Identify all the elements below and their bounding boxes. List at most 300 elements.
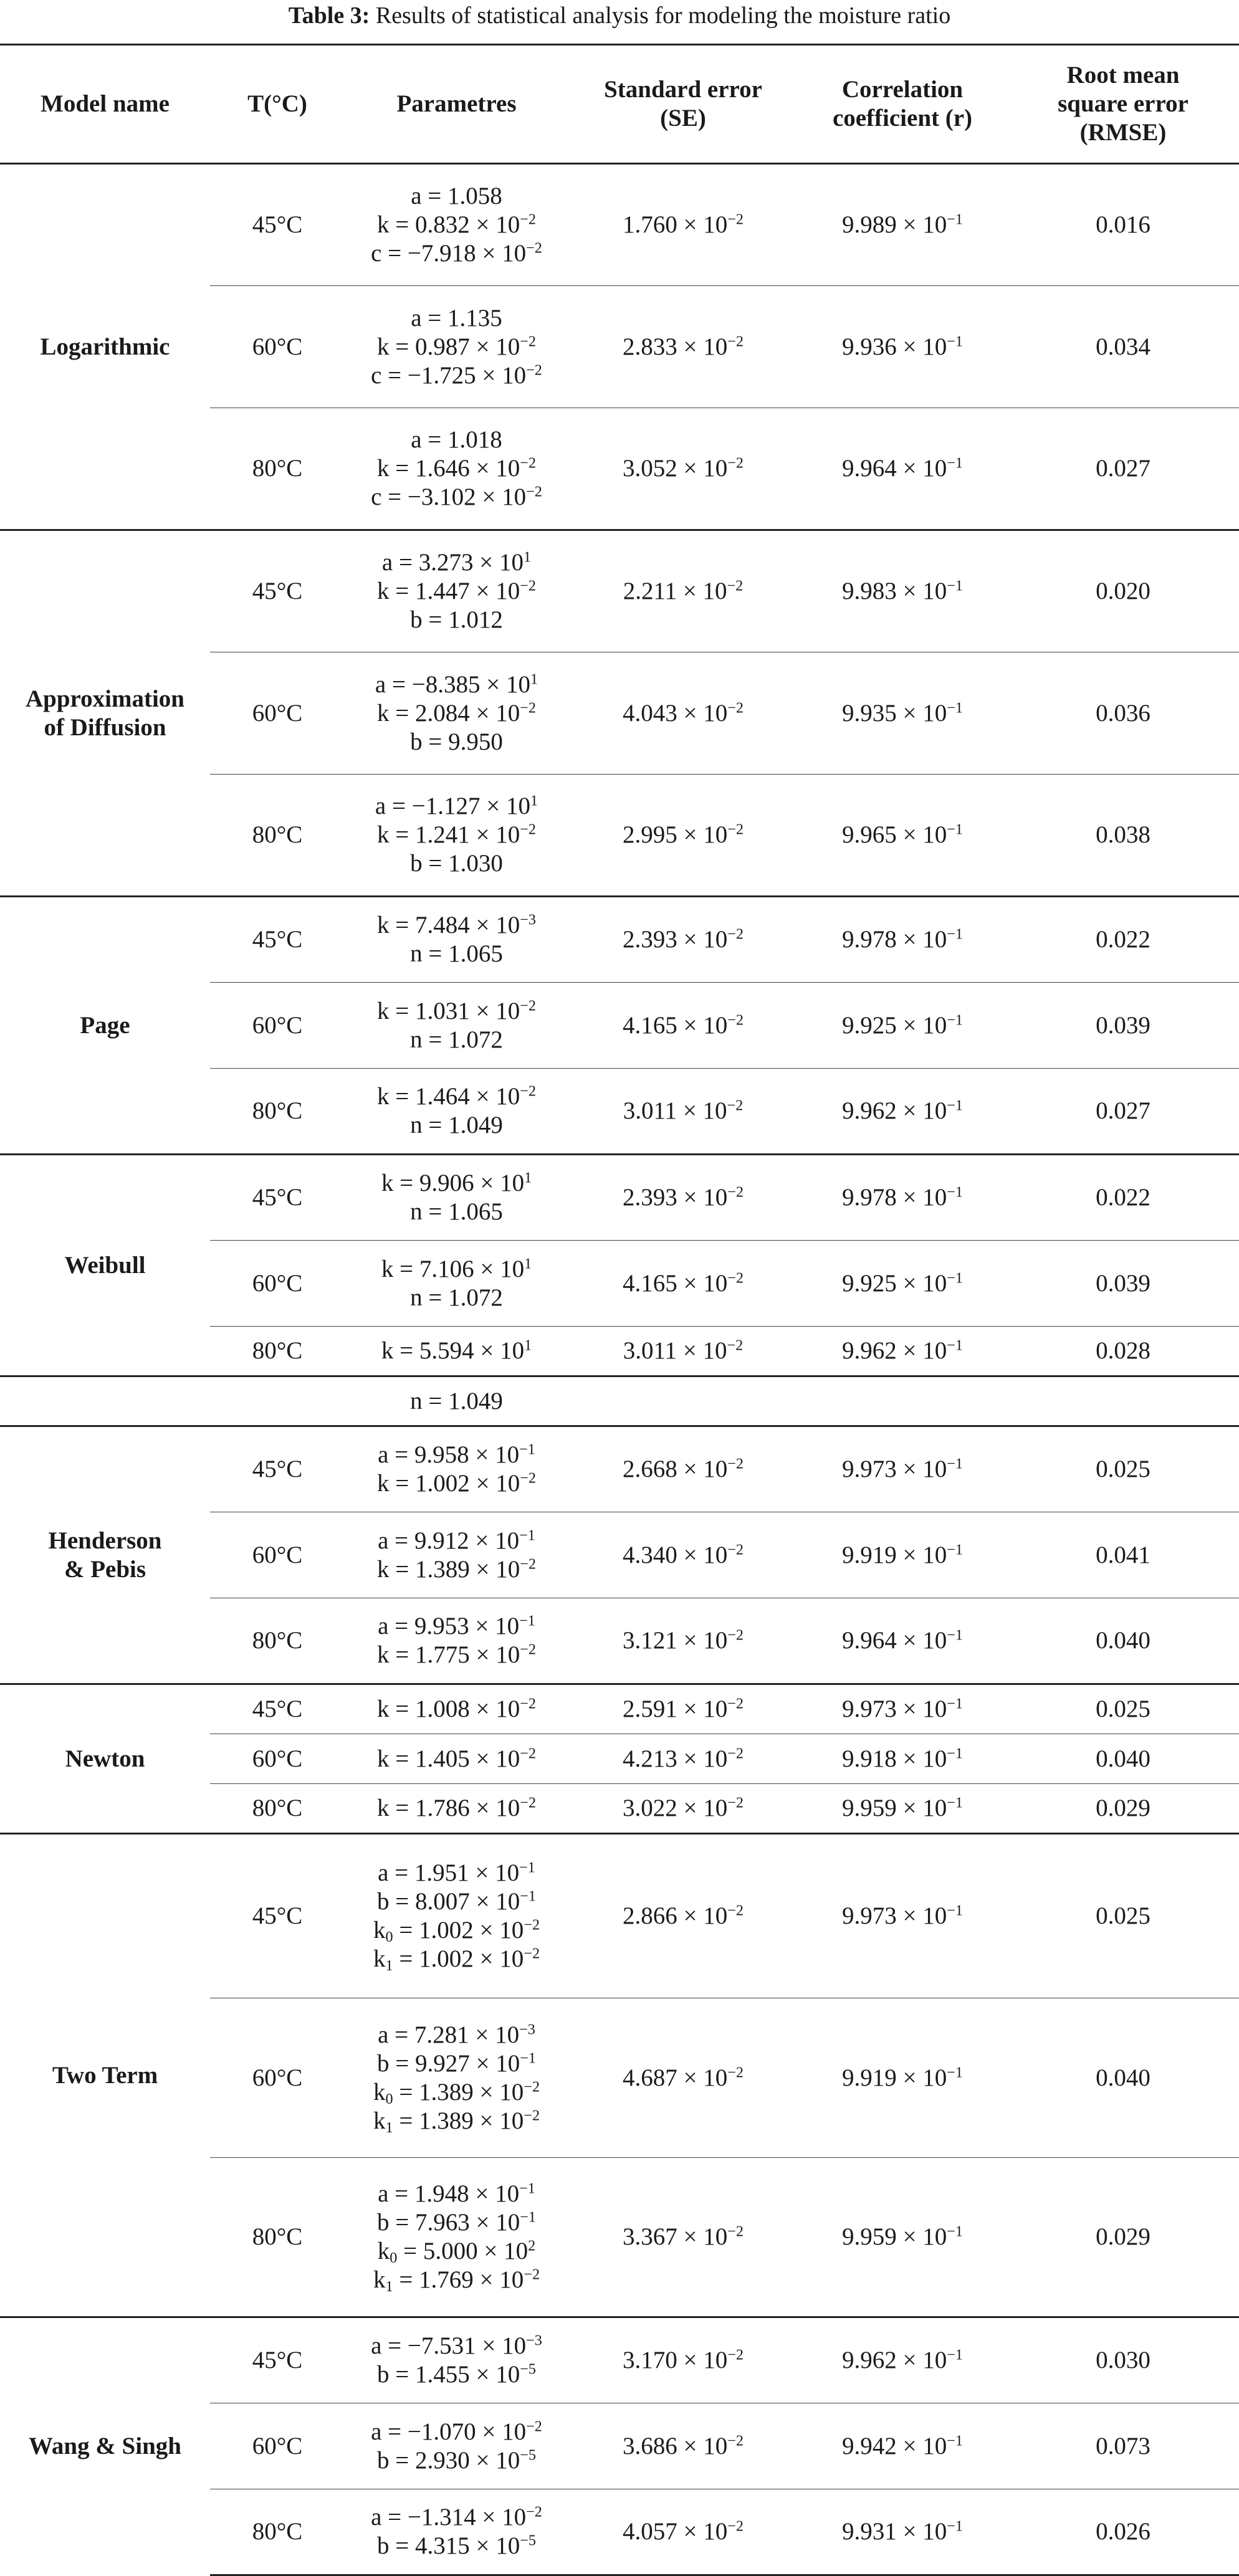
standard-error-cell	[568, 1426, 798, 1512]
parameters-cell	[345, 983, 568, 1069]
superscript: −2	[727, 1183, 744, 1201]
model-name-cell	[0, 1426, 210, 1684]
text-segment: a = 1.951 × 10	[378, 1859, 520, 1886]
table-row	[0, 164, 1239, 286]
correlation-cell	[798, 530, 1007, 652]
superscript: −2	[520, 454, 536, 472]
text-segment: 9.936 × 10	[842, 333, 947, 360]
model-name-cell	[0, 164, 210, 530]
superscript: −2	[520, 997, 536, 1014]
parameter-line	[351, 1469, 562, 1498]
text-segment: k = 5.594 × 10	[381, 1337, 525, 1364]
model-name-cell	[0, 530, 210, 897]
superscript: −1	[947, 699, 963, 717]
rmse-value: 0.027	[1096, 1097, 1150, 1124]
parameter-line	[351, 1169, 562, 1198]
standard-error-cell	[568, 2403, 798, 2489]
superscript: 1	[523, 548, 532, 566]
rmse-value: 0.022	[1096, 1184, 1150, 1211]
parameters-cell	[345, 530, 568, 652]
parameter-line	[351, 1555, 562, 1584]
superscript: −1	[947, 454, 963, 472]
rmse-cell	[1007, 1327, 1239, 1376]
text-segment: 2.995 × 10	[623, 821, 728, 848]
temperature-value: 80°C	[252, 455, 303, 482]
superscript: −5	[520, 2532, 536, 2549]
text-segment: 3.686 × 10	[623, 2432, 728, 2459]
text-segment: 3.011 × 10	[623, 1337, 727, 1364]
text-segment: 9.978 × 10	[842, 926, 947, 953]
subscript: 0	[385, 1929, 393, 1946]
text-segment: k = 1.464 × 10	[377, 1083, 520, 1110]
header-parametres: Parametres	[345, 45, 568, 164]
results-table	[0, 44, 1239, 2576]
parameter-line	[351, 1794, 562, 1823]
text-segment: a = −1.070 × 10	[371, 2418, 527, 2445]
model-name-line: Wang & Singh	[29, 2433, 181, 2460]
parameter-line	[351, 1695, 562, 1724]
rmse-cell	[1007, 1069, 1239, 1155]
rmse-value: 0.040	[1096, 1745, 1150, 1772]
standard-error-cell	[568, 1069, 798, 1155]
text-segment: a = 3.273 × 10	[381, 549, 524, 576]
rmse-value: 0.029	[1096, 1795, 1150, 1821]
superscript: −2	[520, 1082, 536, 1100]
standard-error-cell	[568, 652, 798, 775]
parameters-cell	[345, 164, 568, 286]
parameters-cell	[345, 652, 568, 775]
temperature-value: 45°C	[252, 926, 303, 953]
text-segment: 9.918 × 10	[842, 1745, 947, 1772]
parameter-line	[351, 940, 562, 968]
temperature-value: 60°C	[252, 1541, 303, 1568]
header-standard-error: Standard error (SE)	[568, 45, 798, 164]
superscript: −2	[526, 2503, 542, 2521]
text-segment: 9.978 × 10	[842, 1184, 947, 1211]
text-segment: a = 9.958 × 10	[378, 1441, 520, 1468]
parameter-line	[351, 1337, 562, 1365]
parameter-line	[351, 577, 562, 606]
parameter-line	[351, 2332, 562, 2360]
superscript: −2	[727, 1337, 744, 1354]
temperature-cell	[210, 164, 345, 286]
parameter-line	[351, 606, 562, 634]
standard-error-cell	[568, 1241, 798, 1327]
superscript: −2	[727, 925, 744, 943]
standard-error-cell	[568, 1155, 798, 1241]
text-segment: 2.833 × 10	[623, 333, 728, 360]
temperature-cell	[210, 286, 345, 408]
superscript: −1	[947, 577, 963, 594]
text-segment: a = −1.127 × 10	[375, 793, 530, 819]
text-segment: k = 1.646 × 10	[377, 455, 520, 482]
parameter-line	[351, 1527, 562, 1555]
superscript: −2	[520, 699, 536, 717]
text-segment: = 1.389 × 10	[393, 2107, 524, 2134]
parameter-line	[351, 548, 562, 577]
text-segment: 4.340 × 10	[623, 1541, 728, 1568]
parameters-cell	[345, 1327, 568, 1376]
text-segment: 9.983 × 10	[842, 578, 947, 604]
text-segment: b = 2.930 × 10	[377, 2446, 520, 2474]
temperature-value: 80°C	[252, 1627, 303, 1654]
rmse-cell	[1007, 1734, 1239, 1784]
superscript: −2	[727, 333, 744, 350]
superscript: −1	[947, 1183, 963, 1201]
parameters-cell	[345, 1512, 568, 1598]
correlation-cell	[798, 1376, 1007, 1426]
rmse-cell	[1007, 983, 1239, 1069]
superscript: −2	[524, 1945, 540, 1962]
rmse-value: 0.020	[1096, 578, 1150, 604]
rmse-cell	[1007, 1155, 1239, 1241]
table-caption	[0, 0, 1239, 44]
text-segment: k = 1.002 × 10	[377, 1470, 520, 1497]
text-segment: k	[373, 2107, 386, 2134]
rmse-value: 0.029	[1096, 2223, 1150, 2250]
standard-error-cell	[568, 1512, 798, 1598]
text-segment: 9.919 × 10	[842, 2064, 947, 2091]
text-segment: 2.393 × 10	[623, 926, 728, 953]
parameters-cell	[345, 1684, 568, 1734]
superscript: −1	[947, 1695, 963, 1712]
superscript: −2	[727, 1269, 744, 1287]
table-row	[0, 897, 1239, 983]
standard-error-cell	[568, 164, 798, 286]
superscript: −1	[947, 2064, 963, 2081]
parameters-cell	[345, 286, 568, 408]
rmse-cell	[1007, 1998, 1239, 2158]
text-segment: 2.211 × 10	[623, 578, 727, 604]
rmse-cell	[1007, 1376, 1239, 1426]
parameters-cell	[345, 1598, 568, 1684]
correlation-cell	[798, 286, 1007, 408]
model-name-cell	[0, 1684, 210, 1834]
correlation-cell	[798, 1784, 1007, 1834]
table-row	[0, 1426, 1239, 1512]
text-segment: c = −3.102 × 10	[371, 484, 527, 510]
model-name-line: & Pebis	[64, 1555, 146, 1583]
superscript: −2	[524, 1916, 540, 1934]
superscript: −3	[520, 911, 536, 928]
correlation-cell	[798, 2403, 1007, 2489]
parameters-cell	[345, 1069, 568, 1155]
superscript: −2	[520, 1794, 536, 1811]
text-segment: b = 1.012	[410, 606, 503, 633]
parameter-line	[351, 2532, 562, 2560]
table-row	[0, 1834, 1239, 1998]
rmse-value: 0.039	[1096, 1269, 1150, 1297]
parameter-line	[351, 361, 562, 390]
temperature-value: 45°C	[252, 1696, 303, 1722]
header-rmse: Root mean square error (RMSE)	[1007, 45, 1239, 164]
superscript: −3	[526, 2332, 542, 2349]
superscript: −2	[727, 1794, 744, 1811]
superscript: −1	[947, 1541, 963, 1558]
model-name-cell	[0, 1376, 210, 1426]
parameter-line	[351, 1859, 562, 1887]
text-segment: b = 7.963 × 10	[377, 2209, 520, 2236]
superscript: −2	[727, 1541, 744, 1558]
temperature-cell	[210, 1069, 345, 1155]
parameter-line	[351, 2078, 562, 2107]
text-segment: 3.121 × 10	[623, 1627, 728, 1654]
text-segment: k = 1.389 × 10	[377, 1555, 520, 1583]
rmse-cell	[1007, 1426, 1239, 1512]
superscript: −2	[526, 2418, 542, 2435]
text-segment: 4.165 × 10	[623, 1269, 728, 1297]
rmse-value: 0.034	[1096, 333, 1150, 360]
parameter-line	[351, 1612, 562, 1641]
rmse-cell	[1007, 1512, 1239, 1598]
superscript: 1	[530, 670, 538, 688]
superscript: −1	[947, 1097, 963, 1114]
standard-error-cell	[568, 1376, 798, 1426]
rmse-value: 0.030	[1096, 2347, 1150, 2373]
temperature-value: 45°C	[252, 211, 303, 238]
text-segment: 3.052 × 10	[623, 455, 728, 482]
text-segment: k = 7.484 × 10	[377, 912, 520, 938]
rmse-cell	[1007, 1834, 1239, 1998]
parameter-line	[351, 699, 562, 728]
correlation-cell	[798, 408, 1007, 530]
correlation-cell	[798, 1834, 1007, 1998]
temperature-value: 45°C	[252, 578, 303, 604]
text-segment: 9.962 × 10	[842, 2347, 947, 2373]
table-row	[0, 2317, 1239, 2403]
superscript: −2	[524, 2266, 540, 2283]
text-segment: k = 1.447 × 10	[377, 578, 520, 604]
superscript: −2	[727, 2223, 744, 2240]
text-segment: = 1.002 × 10	[393, 1917, 524, 1944]
standard-error-cell	[568, 1598, 798, 1684]
text-segment: = 1.389 × 10	[393, 2078, 524, 2106]
superscript: −2	[727, 821, 744, 838]
parameter-line	[351, 2208, 562, 2237]
superscript: −1	[520, 2049, 536, 2067]
superscript: −2	[727, 1011, 744, 1029]
correlation-cell	[798, 1155, 1007, 1241]
text-segment: 2.393 × 10	[623, 1184, 728, 1211]
parameters-cell	[345, 775, 568, 897]
model-name-line: of Diffusion	[44, 713, 166, 741]
superscript: −2	[520, 1469, 536, 1487]
standard-error-cell	[568, 897, 798, 983]
parameter-line	[351, 333, 562, 361]
temperature-value: 45°C	[252, 2347, 303, 2373]
temperature-value: 60°C	[252, 1269, 303, 1297]
text-segment: k	[373, 1917, 386, 1944]
rmse-value: 0.041	[1096, 1541, 1150, 1568]
rmse-cell	[1007, 1598, 1239, 1684]
text-segment: 9.919 × 10	[842, 1541, 947, 1568]
model-name-line: Newton	[65, 1745, 145, 1772]
superscript: 2	[528, 2237, 536, 2254]
text-segment: n = 1.072	[410, 1284, 503, 1311]
parameters-cell	[345, 408, 568, 530]
temperature-cell	[210, 1784, 345, 1834]
text-segment: 2.668 × 10	[623, 1456, 728, 1482]
text-segment: = 1.002 × 10	[393, 1945, 524, 1972]
parameter-line	[351, 1111, 562, 1140]
rmse-cell	[1007, 164, 1239, 286]
parameter-line	[351, 454, 562, 483]
superscript: −2	[727, 2517, 744, 2535]
text-segment: 4.057 × 10	[623, 2518, 728, 2545]
superscript: −3	[519, 2021, 535, 2038]
text-segment: k	[373, 2266, 386, 2293]
standard-error-cell	[568, 286, 798, 408]
superscript: −2	[727, 2432, 744, 2450]
parameter-line	[351, 426, 562, 454]
parameter-line	[351, 670, 562, 699]
model-name-cell	[0, 1155, 210, 1376]
superscript: −1	[947, 333, 963, 350]
rmse-cell	[1007, 1684, 1239, 1734]
rmse-value: 0.025	[1096, 1696, 1150, 1722]
superscript: −2	[727, 2064, 744, 2081]
rmse-cell	[1007, 530, 1239, 652]
superscript: −1	[947, 1794, 963, 1811]
text-segment: 9.973 × 10	[842, 1696, 947, 1722]
rmse-value: 0.073	[1096, 2432, 1150, 2459]
parameter-line	[351, 2266, 562, 2294]
superscript: 1	[524, 1255, 532, 1272]
temperature-cell	[210, 2317, 345, 2403]
parameter-line	[351, 1441, 562, 1469]
correlation-cell	[798, 775, 1007, 897]
parameter-line	[351, 2237, 562, 2266]
superscript: −1	[520, 1887, 536, 1905]
superscript: −2	[520, 211, 536, 228]
text-segment: 3.022 × 10	[623, 1795, 728, 1821]
superscript: −2	[727, 1902, 744, 1919]
rmse-cell	[1007, 652, 1239, 775]
model-name-line: Two Term	[52, 2061, 158, 2089]
text-segment: 9.964 × 10	[842, 455, 947, 482]
header-temperature: T(°C)	[210, 45, 345, 164]
text-segment: 9.962 × 10	[842, 1097, 947, 1124]
superscript: −1	[947, 1269, 963, 1287]
correlation-cell	[798, 652, 1007, 775]
rmse-cell	[1007, 286, 1239, 408]
superscript: −1	[947, 1455, 963, 1472]
parameters-cell	[345, 1784, 568, 1834]
parameter-line	[351, 911, 562, 940]
temperature-value: 80°C	[252, 1337, 303, 1364]
temperature-cell	[210, 2403, 345, 2489]
text-segment: a = −7.531 × 10	[371, 2332, 527, 2359]
text-segment: = 5.000 × 10	[397, 2238, 529, 2264]
text-segment: b = 9.927 × 10	[377, 2049, 520, 2077]
text-segment: k = 1.241 × 10	[377, 821, 520, 848]
text-segment: 4.043 × 10	[623, 699, 728, 727]
text-segment: 4.687 × 10	[623, 2064, 728, 2091]
parameter-line	[351, 2021, 562, 2049]
superscript: −1	[947, 2432, 963, 2450]
superscript: 1	[530, 792, 538, 809]
superscript: −2	[520, 1695, 536, 1712]
text-segment: 9.989 × 10	[842, 211, 947, 238]
text-segment: 9.959 × 10	[842, 1795, 947, 1821]
superscript: −2	[727, 699, 744, 717]
superscript: 1	[524, 1169, 532, 1186]
temperature-value: 60°C	[252, 699, 303, 727]
temperature-value: 60°C	[252, 333, 303, 360]
standard-error-cell	[568, 1327, 798, 1376]
text-segment: n = 1.049	[410, 1112, 503, 1138]
model-name-line: Page	[80, 1011, 130, 1039]
text-segment: k = 7.106 × 10	[381, 1255, 525, 1282]
temperature-cell	[210, 1512, 345, 1598]
rmse-value: 0.038	[1096, 821, 1150, 848]
text-segment: = 1.769 × 10	[393, 2266, 524, 2293]
parameters-cell	[345, 1426, 568, 1512]
rmse-value: 0.028	[1096, 1337, 1150, 1364]
temperature-cell	[210, 530, 345, 652]
model-name-line: Weibull	[64, 1251, 146, 1279]
text-segment: a = 1.018	[411, 426, 502, 453]
parameter-line	[351, 239, 562, 268]
superscript: −2	[524, 2078, 540, 2096]
text-segment: 3.011 × 10	[623, 1097, 727, 1124]
superscript: −1	[947, 1902, 963, 1919]
parameter-line	[351, 997, 562, 1026]
rmse-value: 0.040	[1096, 2064, 1150, 2091]
parameter-line	[351, 304, 562, 333]
temperature-cell	[210, 652, 345, 775]
temperature-value: 80°C	[252, 2518, 303, 2545]
correlation-cell	[798, 897, 1007, 983]
temperature-cell	[210, 1426, 345, 1512]
superscript: −1	[947, 821, 963, 838]
text-segment: 9.942 × 10	[842, 2432, 947, 2459]
text-segment: 2.866 × 10	[623, 1902, 728, 1929]
correlation-cell	[798, 1327, 1007, 1376]
temperature-cell	[210, 1241, 345, 1327]
text-segment: n = 1.072	[410, 1026, 503, 1053]
model-name-line: Approximation	[26, 685, 184, 712]
text-segment: 9.973 × 10	[842, 1902, 947, 1929]
parameter-line	[351, 1745, 562, 1773]
parameter-line	[351, 2418, 562, 2446]
temperature-value: 80°C	[252, 1097, 303, 1124]
superscript: −2	[727, 1626, 744, 1644]
parameter-line	[351, 728, 562, 756]
text-segment: k	[373, 1945, 386, 1972]
superscript: −2	[520, 821, 536, 838]
table-row	[0, 1376, 1239, 1426]
superscript: −1	[947, 2517, 963, 2535]
model-name-cell	[0, 897, 210, 1155]
rmse-value: 0.022	[1096, 926, 1150, 953]
parameter-line	[351, 792, 562, 821]
text-segment: b = 4.315 × 10	[377, 2532, 520, 2559]
parameter-line	[351, 211, 562, 239]
table-row	[0, 530, 1239, 652]
rmse-value: 0.027	[1096, 455, 1150, 482]
parameters-cell	[345, 1155, 568, 1241]
text-segment: 9.959 × 10	[842, 2223, 947, 2250]
rmse-cell	[1007, 2317, 1239, 2403]
rmse-cell	[1007, 897, 1239, 983]
header-correlation-coefficient: Correlation coefficient (r)	[798, 45, 1007, 164]
text-segment: a = −8.385 × 10	[375, 670, 530, 698]
superscript: −1	[519, 1612, 535, 1629]
temperature-cell	[210, 1155, 345, 1241]
model-name-cell	[0, 2317, 210, 2575]
standard-error-cell	[568, 1784, 798, 1834]
